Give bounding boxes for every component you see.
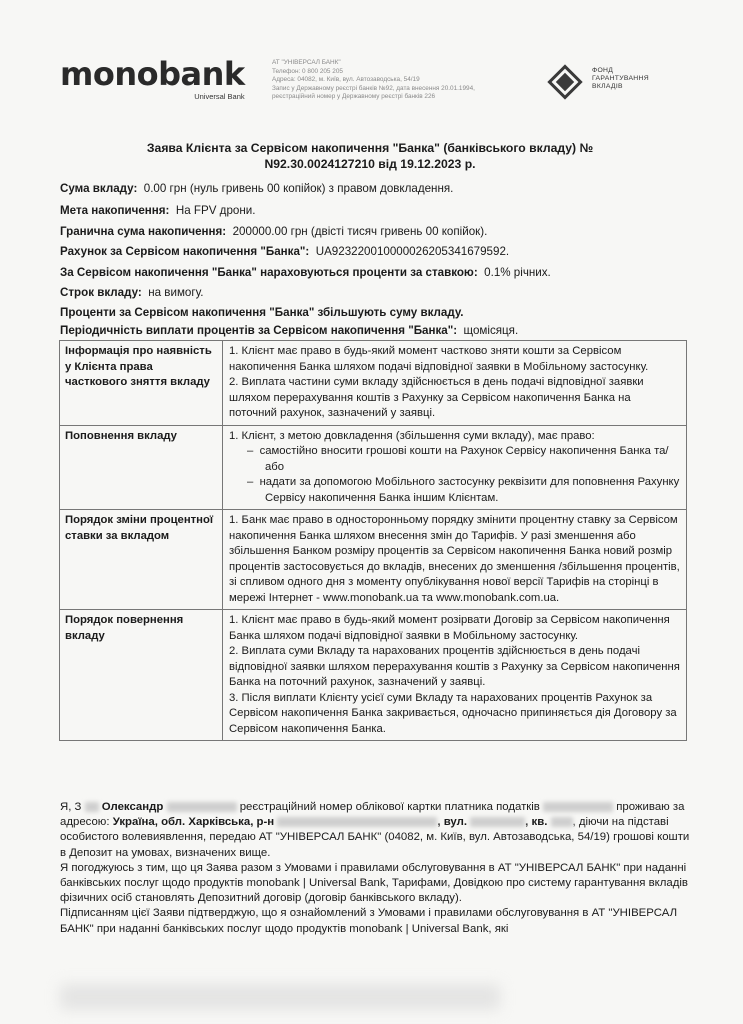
field-value: На FPV дрони.	[175, 204, 256, 217]
bank-info-line: Адреса: 04082, м. Київ, вул. Автозаводська, 54/19	[272, 76, 420, 83]
redacted-surname	[85, 802, 99, 812]
field-label: Проценти за Сервісом накопичення "Банка" збільшують суму вкладу.	[60, 306, 464, 319]
paragraph: 1. Клієнт має право в будь-який момент частково зняти кошти за Сервісом накопичення Банка шляхом подачі відповідної заявки в Мобільному застосунку.	[229, 345, 649, 373]
statement-paragraph-2: Я погоджуюсь з тим, що ця Заява разом з Умовами і правилами обслуговування в АТ "УНІВЕРСАЛ БАНК" при наданні банківських послуг щодо продуктів monobank | Universal Bank, Тарифами, Довідкою про систему гарантування вкладів фізичних осіб становлять Депозитний договір (договір банківського вкладу).	[60, 861, 688, 905]
paragraph: 2. Виплата суми Вкладу та нарахованих процентів здійснюється в день подачі відповідної заявки шляхом перерахування коштів з Рахунку за Сервісом накопичення Банка на поточний рахунок, зазначений у заявці.	[229, 645, 680, 688]
field-term	[60, 286, 203, 299]
field-value: UA923220010000026205341679592.	[315, 245, 510, 258]
field-label: Строк вкладу:	[60, 286, 142, 299]
paragraph: 1. Клієнт має право в будь-який момент розірвати Договір за Сервісом накопичення Банка шляхом подачі відповідної заявки в Мобільному застосунку.	[229, 614, 670, 642]
fund-name-line: ВКЛАДІВ	[592, 83, 623, 90]
logo-subtitle: Universal Bank	[194, 92, 245, 101]
field-value: 0.1% річних.	[484, 266, 551, 279]
table-row-key: Інформація про наявність у Клієнта права часткового зняття вкладу	[60, 341, 223, 426]
bank-info-line: Запис у Державному реєстрі банків №92, дата внесення 20.01.1994,	[272, 84, 475, 92]
monobank-com-ua-link[interactable]: www.monobank.com.ua	[436, 591, 557, 604]
redacted-tax-number	[543, 802, 613, 812]
fund-name-line: ГАРАНТУВАННЯ	[592, 75, 649, 82]
redacted-address	[277, 817, 437, 827]
list-item-text: самостійно вносити грошові кошти на Рахунок Сервісу накопичення Банка та/або	[259, 445, 669, 473]
table-row-value	[223, 510, 687, 610]
client-name: Олександр	[101, 801, 164, 813]
fund-name-line: ФОНД	[592, 67, 614, 74]
bank-info-line: реєстраційний номер у Державному реєстрі банків 226	[272, 93, 436, 100]
deposit-guarantee-fund-icon	[547, 64, 583, 100]
field-value: 200000.00 грн (двісті тисяч гривень 00 копійок).	[232, 225, 488, 238]
paragraph: 1. Банк має право в односторонньому порядку змінити процентну ставку за Сервісом накопичення Банка шляхом внесення змін до Тарифів. У разі зменшення або збільшення Банком розміру процентів за Сервісом накопичення Банка новий розмір процентів застосовується до вкладів, внесених до зменшення /збільшення процентів, зі спливом одного дня з моменту опублікування нової версії Тарифів на сторінці в мережі Інтернет -	[229, 514, 680, 604]
table-row-value	[223, 425, 687, 510]
statement-text: реєстраційний номер облікової картки платника податків	[239, 801, 540, 813]
redacted-street	[470, 817, 525, 827]
monobank-ua-link[interactable]: www.monobank.ua	[323, 591, 419, 604]
monobank-logo	[60, 55, 245, 101]
blurred-footer	[60, 984, 500, 1010]
table-row-key: Порядок повернення вкладу	[60, 610, 223, 741]
field-account	[60, 245, 509, 258]
field-limit	[60, 225, 487, 238]
table-row-value	[223, 610, 687, 741]
conjunction: та	[418, 591, 437, 604]
document-title: Заява Клієнта за Сервісом накопичення "Банка" (банківського вкладу) № N92.30.0024127210 від 19.12.2023 р.	[146, 141, 594, 171]
client-address: Україна, обл. Харківська, р-н	[112, 816, 275, 829]
bank-info	[272, 59, 512, 102]
field-interest-capitalization	[60, 306, 464, 319]
field-label: Сума вкладу:	[60, 182, 138, 195]
redacted-apartment	[551, 817, 573, 827]
field-value: 0.00 грн (нуль гривень 00 копійок) з правом довкладення.	[143, 182, 454, 195]
field-payout-frequency	[60, 324, 518, 337]
redacted-patronymic	[167, 802, 237, 812]
paragraph: 1. Клієнт, з метою довкладення (збільшення суми вкладу), має право:	[229, 429, 595, 442]
paragraph: 3. Після виплати Клієнту усієї суми Вкладу та нарахованих процентів Рахунок за Сервісом накопичення Банка закривається, одночасно припиняється дія Договору за Сервісом накопичення Банка.	[229, 691, 677, 735]
field-label: За Сервісом накопичення "Банка" нараховуються проценти за ставкою:	[60, 266, 478, 279]
table-row-key: Поповнення вкладу	[60, 425, 223, 510]
field-label: Рахунок за Сервісом накопичення "Банка":	[60, 245, 310, 258]
bank-info-line: АТ "УНІВЕРСАЛ БАНК"	[272, 59, 341, 66]
field-label: Гранична сума накопичення:	[60, 225, 227, 238]
apartment-label: , кв.	[525, 816, 548, 829]
list-item-text: надати за допомогою Мобільного застосунку реквізити для поповнення Рахунку Сервісу накопичення Банка іншим Клієнтам.	[259, 476, 680, 504]
table-row	[60, 425, 687, 510]
statement-text: , діючи на підставі особистого волевиявлення, передаю АТ "УНІВЕРСАЛ БАНК" (04082, м. Київ, вул. Автозаводська, 54/19) грошові кошти в Депозит на умовах, визначених вище.	[60, 816, 690, 859]
table-row-value	[223, 341, 687, 426]
logo-wordmark: monobank	[60, 55, 245, 93]
table-row	[60, 341, 687, 426]
field-deposit-amount	[60, 182, 453, 195]
period: .	[556, 591, 560, 604]
terms-table	[59, 340, 687, 741]
list-item: – самостійно вносити грошові кошти на Рахунок Сервісу накопичення Банка та/або	[247, 445, 669, 473]
statement-text: Я, З	[60, 801, 82, 813]
bank-info-line: Телефон: 0 800 205 205	[272, 67, 343, 75]
statement-text: проживаю за адресою:	[60, 801, 685, 829]
table-row	[60, 510, 687, 610]
field-value: на вимогу.	[148, 286, 204, 299]
field-interest-rate	[60, 266, 551, 279]
paragraph: 2. Виплата частини суми вкладу здійснюється в день подачі відповідної заявки шляхом перерахування коштів з Рахунку за Сервісом накопичення Банка на поточний рахунок, зазначений у заявці.	[229, 376, 644, 419]
field-label: Періодичність виплати процентів за Сервісом накопичення "Банка":	[60, 324, 458, 337]
fund-name	[592, 67, 649, 91]
table-row-key: Порядок зміни процентної ставки за вкладом	[60, 510, 223, 610]
statement-paragraph-3: Підписанням цієї Заяви підтверджую, що я ознайомлений з Умовами і правилами обслуговування в АТ "УНІВЕРСАЛ БАНК" при наданні банківських послуг щодо продуктів monobank | Universal Bank, які	[60, 907, 678, 935]
statement-paragraph-1	[60, 800, 692, 861]
table-row	[60, 610, 687, 741]
list-item: – надати за допомогою Мобільного застосунку реквізити для поповнення Рахунку Сервісу накопичення Банка іншим Клієнтам.	[247, 476, 680, 504]
field-label: Мета накопичення:	[60, 204, 170, 217]
client-statement	[60, 800, 692, 937]
field-value: щомісяця.	[463, 324, 519, 337]
field-goal	[60, 204, 255, 217]
street-label: , вул.	[437, 816, 467, 829]
